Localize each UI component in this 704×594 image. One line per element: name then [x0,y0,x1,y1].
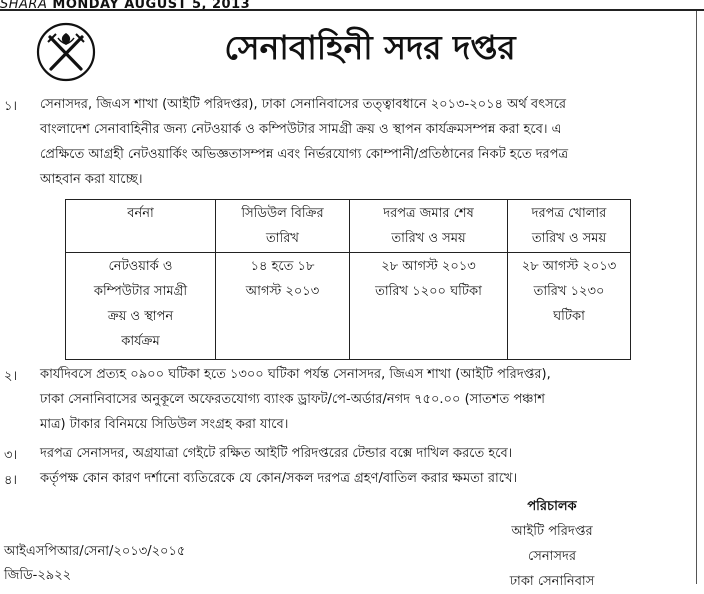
table-cell-description [66,253,216,360]
cell-text: তারিখ ১২০০ ঘটিকা [375,284,482,299]
cell-text: ১৪ হতে ১৮ [250,259,315,274]
table-header-cell [350,200,508,253]
cell-text: দরপত্র খোলার [531,206,607,221]
signatory-office: সেনাসদর [528,549,576,564]
table-header-cell [216,200,350,253]
headline-army-headquarters: সেনাবাহিনী সদর দপ্তর [224,28,516,67]
table-row [66,253,631,360]
signatory-title: পরিচালক [527,499,577,514]
masthead-dateline: MONDAY AUGUST 5, 2013 [52,0,251,9]
newspaper-name: SHARA [0,0,48,9]
table-header-row [66,200,631,253]
cell-text: ক্রয় ও স্থাপন [107,309,174,324]
text-line: সেনাসদর, জিএস শাখা (আইটি পরিদপ্তর), ঢাকা সেনানিবাসের তত্ত্বাবধানে ২০১৩-২০১৪ অর্থ বৎসরে [40,97,567,112]
text-line: প্রেক্ষিতে আগ্রহী নেটওয়ার্কিং অভিজ্ঞতাসম্পন্ন এবং নির্ভরযোগ্য কোম্পানী/প্রতিষ্ঠানের নিকট হতে দরপত্র [40,147,569,162]
cell-text: কম্পিউটার সামগ্রী [93,284,188,299]
signatory-department: আইটি পরিদপ্তর [511,524,593,539]
cell-text: সিডিউল বিক্রির [241,206,324,221]
cell-text: ২৮ আগস্ট ২০১৩ [381,259,476,274]
cell-text: বর্ননা [127,206,154,221]
text-line: কর্তৃপক্ষ কোন কারণ দর্শানো ব্যতিরেকে যে কোন/সকল দরপত্র গ্রহণ/বাতিল করার ক্ষমতা রাখে। [40,471,518,486]
signatory-location: ঢাকা সেনানিবাস [509,574,595,589]
text-line: দরপত্র সেনাসদর, অগ্রযাত্রা গেইটে রক্ষিত আইটি পরিদপ্তরের টেন্ডার বক্সে দাখিল করতে হবে। [40,446,513,461]
cell-text: নেটওয়ার্ক ও [108,259,173,274]
cell-text: তারিখ ও সময় [391,231,466,246]
paragraph-2 [40,362,551,437]
paragraph-1 [40,92,568,192]
text-line: ঢাকা সেনানিবাসের অনুকূলে অফেরতযোগ্য ব্যাংক ড্রাফট/পে-অর্ডার/নগদ ৭৫০.০০ (সাতশত পঞ্চাশ [40,392,545,407]
gd-number: জিডি-২৯২২ [4,568,72,583]
cell-text: তারিখ ১২৩০ [533,284,605,299]
cell-text: তারিখ [266,231,299,246]
text-line: আহবান করা যাচ্ছে। [40,172,143,187]
text-line: কার্যদিবসে প্রত্যহ ০৯০০ ঘটিকা হতে ১৩০০ ঘটিকা পর্যন্ত সেনাসদর, জিএস শাখা (আইটি পরিদপ্তর), [40,367,551,382]
tender-schedule-table [65,199,631,360]
top-rule [0,9,704,11]
cell-text: তারিখ ও সময় [531,231,607,246]
table-cell-sale-date [216,253,350,360]
cell-text: কার্যক্রম [121,334,160,349]
table-cell-submission-deadline [350,253,508,360]
cell-text: ২৮ আগস্ট ২০১৩ [521,259,617,274]
text-line: মাত্র) টাকার বিনিময়ে সিডিউল সংগ্রহ করা যাবে। [40,417,289,432]
item-number: ২। [4,369,18,384]
cell-text: আগস্ট ২০১৩ [245,284,320,299]
cell-text: দরপত্র জমার শেষ [383,206,474,221]
cell-text: ঘটিকা [553,309,585,324]
army-crossed-swords-emblem-icon [36,22,96,82]
table-header-cell [508,200,631,253]
item-number: ১। [4,99,18,114]
table-header-cell [66,200,216,253]
paragraph-3 [40,441,512,466]
text-line: বাংলাদেশ সেনাবাহিনীর জন্য নেটওয়ার্ক ও কম্পিউটার সামগ্রী ক্রয় ও স্থাপন কার্যক্রমসম্পন্ন করা হবে। এ [40,122,562,137]
item-number: ৩। [4,448,18,463]
masthead-strip [0,0,704,9]
item-number: ৪। [4,473,18,488]
paragraph-4 [40,466,517,491]
ispr-memo-number: আইএসপিআর/সেনা/২০১৩/২০১৫ [4,544,186,559]
right-border-rule [696,11,697,584]
table-cell-opening-time [508,253,631,360]
